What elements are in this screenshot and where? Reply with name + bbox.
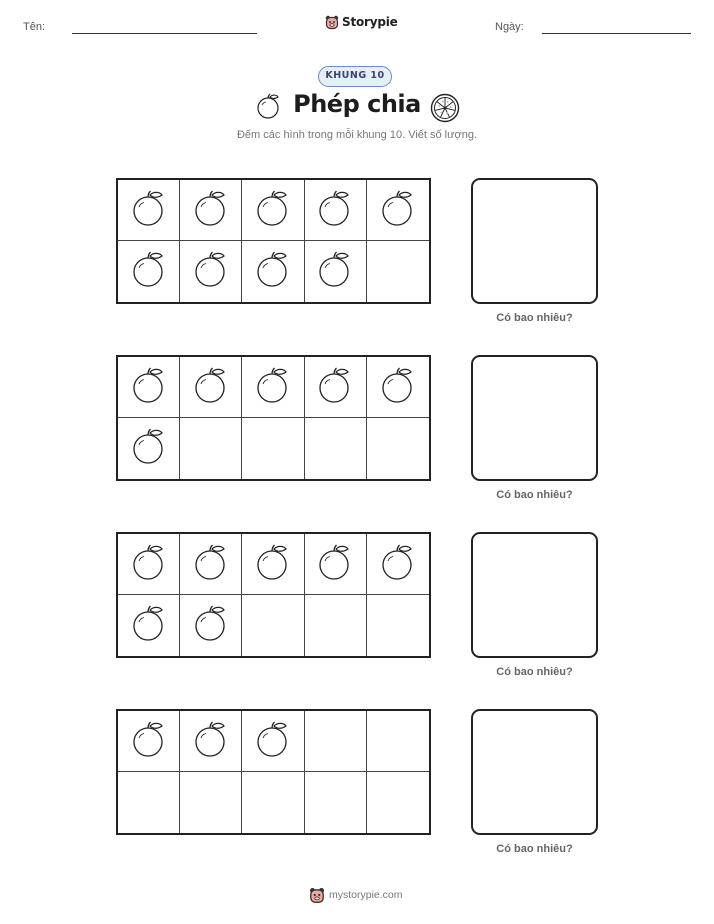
frame-cell xyxy=(118,418,180,479)
answer-question: Có bao nhiêu? xyxy=(496,843,573,855)
answer-question: Có bao nhiêu? xyxy=(496,489,573,501)
frame-cell xyxy=(242,772,304,833)
orange-icon xyxy=(130,426,168,471)
frame-cell xyxy=(242,180,304,241)
orange-slice-icon xyxy=(430,93,460,123)
frame-cell xyxy=(305,534,367,595)
answer-box[interactable] xyxy=(471,532,598,658)
frame-cell xyxy=(367,180,429,241)
frame-cell xyxy=(118,534,180,595)
name-label: Tên: xyxy=(23,21,46,33)
frame-cell xyxy=(118,357,180,418)
answer-question: Có bao nhiêu? xyxy=(496,666,573,678)
answer-box[interactable] xyxy=(471,709,598,835)
ten-frame xyxy=(116,532,431,658)
bear-icon xyxy=(325,14,339,30)
orange-icon xyxy=(192,365,230,410)
orange-icon xyxy=(130,719,168,764)
frame-cell xyxy=(118,241,180,302)
frame-cell xyxy=(367,711,429,772)
frame-cell xyxy=(367,241,429,302)
frame-cell xyxy=(242,241,304,302)
frame-cell xyxy=(367,357,429,418)
orange-icon xyxy=(192,719,230,764)
orange-icon xyxy=(254,365,292,410)
frame-cell xyxy=(305,180,367,241)
footer-url[interactable]: mystorypie.com xyxy=(329,889,403,901)
orange-icon xyxy=(192,542,230,587)
frame-cell xyxy=(180,357,242,418)
orange-icon xyxy=(192,249,230,294)
orange-icon xyxy=(255,92,281,120)
bear-icon xyxy=(309,886,325,904)
orange-icon xyxy=(316,249,354,294)
footer xyxy=(309,886,403,904)
frame-cell xyxy=(242,357,304,418)
orange-icon xyxy=(254,188,292,233)
answer-box[interactable] xyxy=(471,355,598,481)
frame-cell xyxy=(180,418,242,479)
frame-cell xyxy=(180,241,242,302)
page-title: Phép chia xyxy=(293,90,421,118)
orange-icon xyxy=(316,542,354,587)
frame-cell xyxy=(180,711,242,772)
frame-cell xyxy=(367,534,429,595)
orange-icon xyxy=(254,719,292,764)
frame-cell xyxy=(118,772,180,833)
date-label: Ngày: xyxy=(495,21,524,33)
frame-cell xyxy=(242,418,304,479)
frame-cell xyxy=(242,711,304,772)
frame-cell xyxy=(367,595,429,656)
frame-cell xyxy=(305,241,367,302)
orange-icon xyxy=(130,188,168,233)
frame-cell xyxy=(367,772,429,833)
ten-frame xyxy=(116,178,431,304)
brand-logo xyxy=(325,14,398,30)
ten-frame xyxy=(116,355,431,481)
answer-box[interactable] xyxy=(471,178,598,304)
orange-icon xyxy=(254,249,292,294)
orange-icon xyxy=(192,188,230,233)
orange-icon xyxy=(130,365,168,410)
frame-cell xyxy=(305,711,367,772)
frame-cell xyxy=(242,595,304,656)
orange-icon xyxy=(379,365,417,410)
frame-cell xyxy=(180,772,242,833)
frame-cell xyxy=(367,418,429,479)
date-field[interactable] xyxy=(542,33,691,34)
name-field[interactable] xyxy=(72,33,257,34)
frame-cell xyxy=(180,595,242,656)
frame-cell xyxy=(305,595,367,656)
frame-cell xyxy=(305,772,367,833)
frame-cell xyxy=(305,357,367,418)
orange-icon xyxy=(316,365,354,410)
frame-cell xyxy=(305,418,367,479)
frame-cell xyxy=(242,534,304,595)
orange-icon xyxy=(254,542,292,587)
orange-icon xyxy=(379,542,417,587)
ten-frame xyxy=(116,709,431,835)
frame-cell xyxy=(118,595,180,656)
instructions: Đếm các hình trong mỗi khung 10. Viết số lượng. xyxy=(236,129,477,141)
orange-icon xyxy=(130,249,168,294)
brand-name: Storypie xyxy=(342,15,398,29)
frame-cell xyxy=(180,534,242,595)
frame-cell xyxy=(118,711,180,772)
frame-cell xyxy=(180,180,242,241)
orange-icon xyxy=(192,603,230,648)
orange-icon xyxy=(316,188,354,233)
orange-icon xyxy=(130,603,168,648)
orange-icon xyxy=(130,542,168,587)
orange-icon xyxy=(379,188,417,233)
topic-badge: KHUNG 10 xyxy=(318,66,392,87)
frame-cell xyxy=(118,180,180,241)
answer-question: Có bao nhiêu? xyxy=(496,312,573,324)
